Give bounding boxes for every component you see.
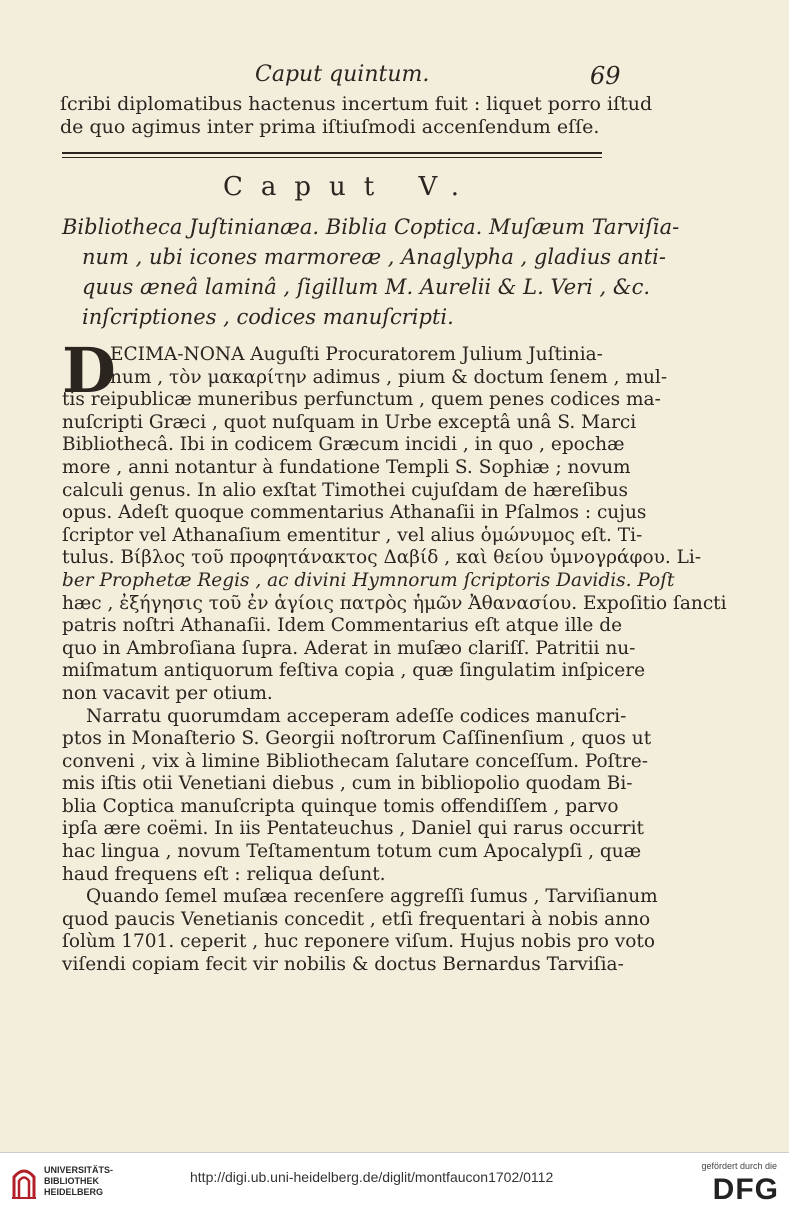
text-line: tis reipublicæ muneribus perfunctum , quem penes codices ma- [62,389,661,411]
text-line: non vacavit per otium. [62,682,273,704]
text-line: Narratu quorumdam acceperam adeſſe codices manuſcri- [86,705,627,727]
text-line: ptos in Monaſterio S. Georgii noſtrorum Caſſinenſium , quos ut [62,728,652,750]
permalink-url[interactable]: http://digi.ub.uni-heidelberg.de/diglit/montfaucon1702/0112 [190,1169,554,1185]
text-line: haud frequens eſt : reliqua deſunt. [62,863,386,885]
text-line: conveni , vix à limine Bibliothecam ſalutare conceſſum. Poſtre- [62,750,648,772]
text-line: ſolùm 1701. ceperit , huc reponere viſum. Hujus nobis pro voto [62,931,655,953]
text-line: ECIMA-NONA Auguſti Procuratorem Julium Juſtinia- [110,344,603,365]
text-line: blia Coptica manuſcripta quinque tomis offendiſſem , parvo [62,795,619,817]
chapter-heading: Caput V. [223,172,477,202]
library-name: UNIVERSITÄTS- BIBLIOTHEK HEIDELBERG [44,1165,114,1197]
viewer-footer [0,1152,789,1212]
top-line-1: ſcribi diplomatibus hactenus incertum fuit : liquet porro iſtud [60,93,653,115]
section-rule [62,152,602,158]
chapter-summary [62,212,680,332]
text-line: quod paucis Venetianis concedit , etſi frequentari à nobis anno [62,908,651,930]
text-line: nuſcripti Græci , quot nuſquam in Urbe exceptâ unâ S. Marci [62,411,637,433]
text-line: viſendi copiam fecit vir nobilis & doctus Bernardus Tarviſia- [62,954,624,976]
text-line: tulus. Βίβλος τοῦ προφητάνακτος Δαβίδ , καὶ θείου ὑμνογράφου. Li- [62,547,702,569]
top-line-2: de quo agimus inter prima iſtiuſmodi accenſendum eſſe. [60,116,600,138]
summary-line: num , ubi icones marmoreæ , Anaglypha , gladius anti- [82,245,666,269]
summary-line: inſcriptiones , codices manuſcripti. [82,305,454,329]
text-line: num , τὸν μακαρίτην adimus , pium & doctum ſenem , mul- [110,366,668,388]
running-head-title: Caput quintum. [255,62,430,87]
text-line: calculi genus. In alio exſtat Timothei cujuſdam de hæreſibus [62,479,629,501]
summary-line: Bibliotheca Juſtinianæa. Biblia Coptica. Muſæum Tarviſia- [62,215,680,239]
text-line: patris noſtri Athanaſii. Idem Commentarius eſt atque ille de [62,615,623,637]
text-line: ipſa ære coëmi. In iis Pentateuchus , Daniel qui rarus occurrit [62,818,644,840]
text-line: more , anni notantur à fundatione Templi S. Sophiæ ; novum [62,456,631,478]
text-line: quo in Ambroſiana ſupra. Aderat in muſæo clariſſ. Patritii nu- [62,637,636,659]
text-line: Quando ſemel muſæa recenſere aggreſſi ſumus , Tarviſianum [86,886,658,908]
drop-cap: D [62,334,116,407]
funding-label: gefördert durch die [701,1161,777,1171]
text-line: hac lingua , novum Teſtamentum totum cum Apocalypſi , quæ [62,841,642,863]
page-number: 69 [590,62,621,90]
text-line: Bibliothecâ. Ibi in codicem Græcum incidi , in quo , epochæ [62,434,625,456]
summary-line: quus æneâ laminâ , ſigillum M. Aurelii & L. Veri , &c. [82,275,651,299]
text-line: mis iſtis otii Venetiani diebus , cum in bibliopolio quodam Bi- [62,773,633,795]
text-line: opus. Adeſt quoque commentarius Athanaſii in Pſalmos : cujus [62,502,647,524]
body-text [62,344,727,977]
dfg-logo: DFG [712,1173,779,1206]
text-line: ber Prophetæ Regis , ac divini Hymnorum ſcriptoris Davidis. Poſt [62,569,675,591]
text-line: miſmatum antiquorum feſtiva copia , quæ ſingulatim inſpicere [62,660,646,682]
library-logo-icon [10,1163,38,1201]
text-line: ſcriptor vel Athanaſium ementitur , vel alius ὁμώνυμος eſt. Ti- [62,524,643,546]
text-line: hæc , ἐξήγησις τοῦ ἐν ἁγίοις πατρὸς ἡμῶν Ἀθανασίου. Expoſitio ſancti [62,592,727,614]
running-head [0,58,789,88]
